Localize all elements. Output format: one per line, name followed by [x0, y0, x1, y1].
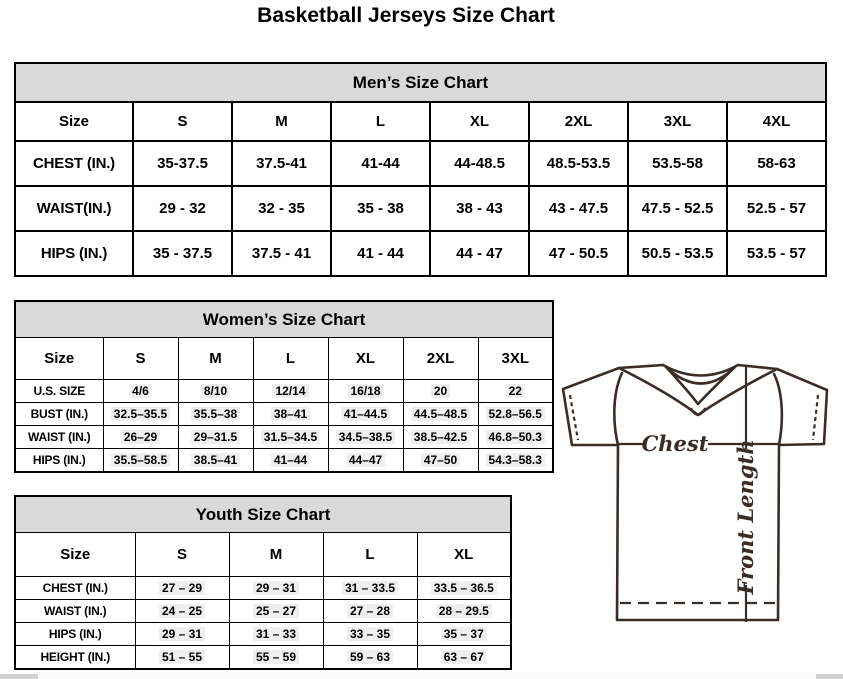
youth-col-header: M: [229, 533, 323, 577]
mens-row-label-chest: CHEST (IN.): [15, 141, 133, 186]
youth-col-header: S: [135, 533, 229, 577]
mens-waist-value: 29 - 32: [133, 186, 232, 231]
mens-chest-value: 58-63: [727, 141, 826, 186]
womens-waist-value: 46.8–50.3: [478, 426, 553, 449]
mens-waist-value: 38 - 43: [430, 186, 529, 231]
table-row: [15, 623, 511, 646]
womens-col-header-size: Size: [15, 338, 103, 380]
womens-hips-value: 47–50: [403, 449, 478, 473]
mens-table-title: Men’s Size Chart: [15, 63, 826, 102]
youth-height-value: 59 – 63: [323, 646, 417, 670]
womens-us-size-value: 20: [403, 380, 478, 403]
womens-waist-value: 34.5–38.5: [328, 426, 403, 449]
womens-row-label-bust: BUST (IN.): [15, 403, 103, 426]
jersey-left-armhole-seam: [614, 373, 622, 445]
mens-col-header: XL: [430, 102, 529, 141]
womens-us-size-value: 22: [478, 380, 553, 403]
mens-hips-value: 35 - 37.5: [133, 231, 232, 276]
mens-col-header: 2XL: [529, 102, 628, 141]
youth-height-value: 63 – 67: [417, 646, 511, 670]
womens-bust-value: 44.5–48.5: [403, 403, 478, 426]
youth-col-header-size: Size: [15, 533, 135, 577]
youth-waist-value: 24 – 25: [135, 600, 229, 623]
mens-waist-value: 43 - 47.5: [529, 186, 628, 231]
mens-size-chart-table: [14, 62, 827, 277]
youth-hips-value: 29 – 31: [135, 623, 229, 646]
womens-waist-value: 26–29: [103, 426, 178, 449]
scrollbar-thumb-left[interactable]: [0, 674, 38, 679]
mens-hips-value: 53.5 - 57: [727, 231, 826, 276]
table-row: [15, 426, 553, 449]
womens-bust-value: 35.5–38: [178, 403, 253, 426]
womens-col-header: XL: [328, 338, 403, 380]
womens-col-header: 2XL: [403, 338, 478, 380]
mens-waist-value: 35 - 38: [331, 186, 430, 231]
mens-chest-value: 35-37.5: [133, 141, 232, 186]
youth-chest-value: 27 – 29: [135, 577, 229, 600]
jersey-right-armhole-seam: [774, 374, 782, 445]
youth-row-label-height: HEIGHT (IN.): [15, 646, 135, 670]
table-row: [15, 577, 511, 600]
horizontal-scrollbar[interactable]: [0, 672, 843, 679]
womens-size-chart-table: [14, 300, 554, 473]
womens-hips-value: 38.5–41: [178, 449, 253, 473]
womens-hips-value: 44–47: [328, 449, 403, 473]
mens-chest-value: 44-48.5: [430, 141, 529, 186]
youth-table-title: Youth Size Chart: [15, 496, 511, 533]
womens-col-header: M: [178, 338, 253, 380]
page-title: Basketball Jerseys Size Chart: [257, 4, 555, 27]
womens-us-size-value: 16/18: [328, 380, 403, 403]
right-sleeve-dashed-line: [813, 395, 818, 440]
womens-bust-value: 38–41: [253, 403, 328, 426]
youth-waist-value: 25 – 27: [229, 600, 323, 623]
mens-row-label-hips: HIPS (IN.): [15, 231, 133, 276]
youth-row-label-waist: WAIST (IN.): [15, 600, 135, 623]
womens-us-size-value: 8/10: [178, 380, 253, 403]
womens-hips-value: 54.3–58.3: [478, 449, 553, 473]
mens-hips-value: 37.5 - 41: [232, 231, 331, 276]
womens-waist-value: 29–31.5: [178, 426, 253, 449]
womens-waist-value: 31.5–34.5: [253, 426, 328, 449]
mens-chest-value: 53.5-58: [628, 141, 727, 186]
womens-row-label-waist: WAIST (IN.): [15, 426, 103, 449]
mens-hips-value: 41 - 44: [331, 231, 430, 276]
womens-bust-value: 41–44.5: [328, 403, 403, 426]
table-row: [15, 600, 511, 623]
table-row: [15, 380, 553, 403]
womens-bust-value: 52.8–56.5: [478, 403, 553, 426]
table-row: [15, 186, 826, 231]
jersey-outline: [563, 365, 827, 620]
table-row: [15, 231, 826, 276]
mens-waist-value: 52.5 - 57: [727, 186, 826, 231]
mens-chest-value: 37.5-41: [232, 141, 331, 186]
youth-waist-value: 28 – 29.5: [417, 600, 511, 623]
youth-size-chart-table: [14, 495, 512, 670]
womens-hips-value: 41–44: [253, 449, 328, 473]
youth-height-value: 55 – 59: [229, 646, 323, 670]
mens-hips-value: 44 - 47: [430, 231, 529, 276]
mens-row-label-waist: WAIST(IN.): [15, 186, 133, 231]
womens-bust-value: 32.5–35.5: [103, 403, 178, 426]
jersey-vneck-tip-seam: [691, 409, 705, 415]
youth-col-header: XL: [417, 533, 511, 577]
scrollbar-thumb-right[interactable]: [816, 674, 843, 679]
youth-row-label-hips: HIPS (IN.): [15, 623, 135, 646]
womens-hips-value: 35.5–58.5: [103, 449, 178, 473]
mens-col-header: L: [331, 102, 430, 141]
mens-col-header: 3XL: [628, 102, 727, 141]
womens-col-header: S: [103, 338, 178, 380]
youth-hips-value: 33 – 35: [323, 623, 417, 646]
youth-hips-value: 31 – 33: [229, 623, 323, 646]
table-row: [15, 449, 553, 473]
womens-col-header: L: [253, 338, 328, 380]
chest-measure-label: Chest: [641, 431, 709, 456]
mens-hips-value: 50.5 - 53.5: [628, 231, 727, 276]
womens-us-size-value: 12/14: [253, 380, 328, 403]
mens-col-header: S: [133, 102, 232, 141]
womens-row-label-us-size: U.S. SIZE: [15, 380, 103, 403]
table-row: [15, 141, 826, 186]
womens-table-title: Women’s Size Chart: [15, 301, 553, 338]
mens-chest-value: 48.5-53.5: [529, 141, 628, 186]
mens-waist-value: 47.5 - 52.5: [628, 186, 727, 231]
mens-col-header: M: [232, 102, 331, 141]
youth-chest-value: 31 – 33.5: [323, 577, 417, 600]
front-length-measure-label: Front Length: [733, 439, 758, 595]
youth-hips-value: 35 – 37: [417, 623, 511, 646]
mens-waist-value: 32 - 35: [232, 186, 331, 231]
table-row: [15, 646, 511, 670]
youth-col-header: L: [323, 533, 417, 577]
youth-row-label-chest: CHEST (IN.): [15, 577, 135, 600]
womens-row-label-hips: HIPS (IN.): [15, 449, 103, 473]
jersey-diagram: [556, 352, 843, 636]
womens-waist-value: 38.5–42.5: [403, 426, 478, 449]
mens-col-header: 4XL: [727, 102, 826, 141]
youth-chest-value: 29 – 31: [229, 577, 323, 600]
youth-chest-value: 33.5 – 36.5: [417, 577, 511, 600]
mens-hips-value: 47 - 50.5: [529, 231, 628, 276]
youth-height-value: 51 – 55: [135, 646, 229, 670]
mens-chest-value: 41-44: [331, 141, 430, 186]
womens-us-size-value: 4/6: [103, 380, 178, 403]
mens-col-header-size: Size: [15, 102, 133, 141]
womens-col-header: 3XL: [478, 338, 553, 380]
table-row: [15, 403, 553, 426]
youth-waist-value: 27 – 28: [323, 600, 417, 623]
